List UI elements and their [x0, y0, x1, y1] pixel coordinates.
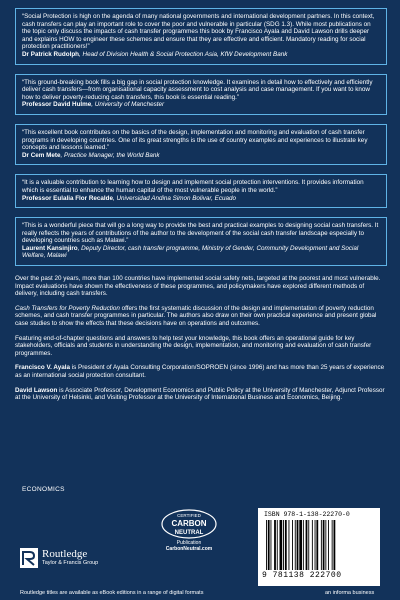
review-attribution	[22, 195, 380, 203]
review-attribution	[22, 245, 380, 260]
reviewer-name: Dr Cem Mete	[22, 151, 61, 159]
carbon-line3: NEUTRAL	[174, 530, 204, 536]
ebook-footnote: Routledge titles are available as eBook editions in a range of digital formats	[20, 590, 204, 596]
informa-tagline: an informa business	[325, 590, 375, 596]
review-attribution	[22, 152, 380, 160]
publisher-group: Taylor & Francis Group	[42, 560, 99, 566]
reviewer-name: Dr Patrick Rudolph	[22, 50, 80, 58]
review-box-2	[15, 74, 387, 115]
barcode-number: 9 781138 222700	[262, 571, 342, 580]
review-box-1	[15, 8, 387, 65]
carbon-url: CarbonNeutral.com	[165, 546, 213, 552]
review-box-4	[15, 174, 387, 208]
description-paragraph-1: Over the past 20 years, more than 100 countries have implemented social safety nets, targeted at the poorest and most vulnerable. Impact evaluations have shown the effectiveness of these programmes, and policymakers have explored different methods of delivery, including cash transfers.	[15, 275, 381, 298]
author-bio-text: is Associate Professor, Development Economics and Public Policy at the University of Manchester, Adjunct Professor at the University of Helsinki, and Visiting Professor at the University of International Business and Economics, Beijing.	[15, 386, 385, 402]
reviewer-name: Professor Eulalia Flor Recalde	[22, 194, 113, 202]
carbon-line2: CARBON	[171, 519, 207, 528]
reviewer-role: , Universidad Andina Simon Bolivar, Ecuado	[113, 194, 236, 202]
barcode-box	[258, 508, 380, 586]
reviewer-role: , University of Manchester	[91, 101, 165, 109]
carbon-neutral-badge	[158, 508, 220, 552]
isbn-text: ISBN 978-1-138-22270-0	[264, 511, 350, 518]
cover-content	[15, 8, 387, 409]
review-quote: “This ground-breaking book fills a big gap in social protection knowledge. It examines in detail how to effectively and efficiently deliver cash transfers—from organisational capacity assessment to cost analysis and case management. If you want to know how to deliver poverty-reducing cash transfers, this book is essential reading.”	[22, 78, 373, 101]
description-text: offers the first systematic discussion of the design and implementation of poverty reduction schemes, and cash transfer programmes in particular. The authors also draw on their own practical experience and present global case studies to show the effects that these decisions have on operations and outcomes.	[15, 304, 377, 328]
carbon-line1: CERTIFIED	[177, 513, 201, 518]
subject-category: ECONOMICS	[22, 486, 65, 493]
carbon-neutral-icon	[160, 508, 218, 540]
book-title: Cash Transfers for Poverty Reduction	[15, 304, 120, 312]
reviewer-name: Laurent Kansinjiro	[22, 244, 78, 252]
carbon-publication: Publication	[176, 540, 202, 546]
review-box-3	[15, 124, 387, 165]
review-attribution	[22, 101, 380, 109]
reviewer-name: Professor David Hulme	[22, 101, 92, 109]
author-bio-text: is President of Ayala Consulting Corporation/SOPROEN (since 1996) and has more than 25 years of experience as an international social protection consultant.	[15, 364, 385, 379]
author-bio-2	[15, 387, 387, 402]
review-quote: “Social Protection is high on the agenda of many national governments and international development partners. In this context, cash transfers can play an important role to cover the poor and vulnerable in particular (SDG 1.3). While most publications on the topic only discuss the impacts of cash transfer programmes this book by Francisco Ayala and David Lawson drills deeper and explains HOW to engineer these schemes and ensure that they are effective and efficient. Mandatory reading for social protection practitioners!”	[22, 13, 375, 51]
routledge-logo-icon	[20, 548, 38, 568]
publisher-name: Routledge	[42, 548, 88, 560]
review-attribution	[22, 51, 380, 59]
description-paragraph-3: Featuring end-of-chapter questions and answers to help test your knowledge, this book offers an operational guide for key stakeholders, officials and students in understanding the design, implementation, and monitoring and evaluation of cash transfer programmes.	[15, 334, 372, 357]
reviewer-role: , Deputy Director, cash transfer programme, Ministry of Gender, Community Development and Social Welfare, Malawi	[22, 244, 359, 260]
review-quote: “This excellent book contributes on the basics of the design, implementation and monitoring and evaluation of cash transfer programs in developing countries. One of its great strengths is the use of country examples and experiences to illustrate key concepts and lessons learned.”	[22, 128, 368, 152]
reviewer-role: , Practice Manager, the World Bank	[60, 151, 160, 159]
author-name: Francisco V. Ayala	[15, 364, 70, 372]
review-quote: “It is a valuable contribution to learning how to design and implement social protection interventions. It provides information which is essential to enhance the human capital of the most vulnerable people in the world.”	[22, 179, 364, 194]
barcode-icon	[264, 520, 374, 570]
review-quote: “This is a wonderful piece that will go a long way to provide the best and practical examples to designing social cash transfers. It really reflects the years of contributions of the author to the development of the social cash transfer landscape especially to developing countries such as Malawi.”	[22, 222, 379, 245]
author-bio-1	[15, 364, 387, 379]
description-paragraph-2	[15, 305, 387, 328]
review-box-5	[15, 217, 387, 266]
author-name: David Lawson	[15, 386, 58, 394]
reviewer-role: , Head of Division Health & Social Protection Asia, KfW Development Bank	[79, 50, 288, 58]
